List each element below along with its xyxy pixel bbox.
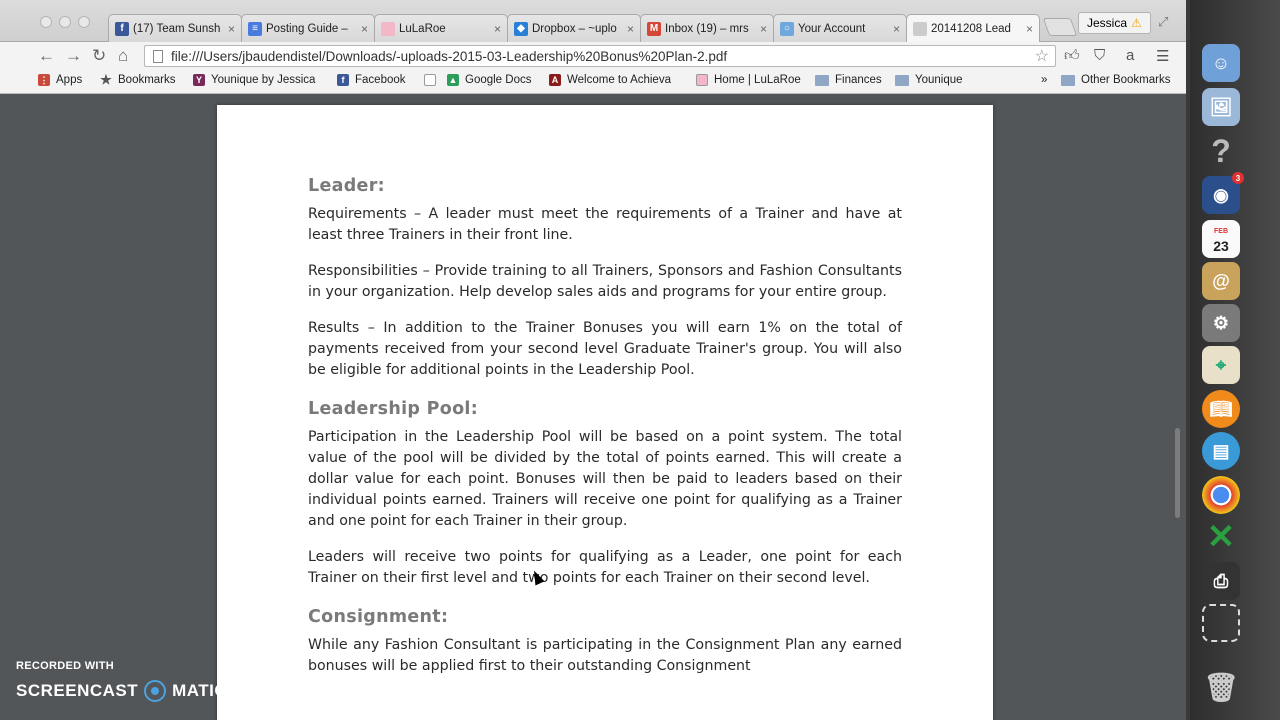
file-icon: [153, 50, 163, 63]
warning-icon: ⚠: [1131, 16, 1142, 30]
profile-name: Jessica: [1087, 16, 1128, 30]
pdf-page: [217, 105, 993, 720]
bookmark-label: Apps: [56, 74, 83, 86]
section-paragraph: Participation in the Leadership Pool will be based on a point system. The total value of the pool will be divided by the total of points earned. This will create a dollar value for each point. Bonuses will then be paid to leaders based on their individual points earned. Trainers will receive one point for qualifying as a Trainer and one point for each Trainer in their group.: [308, 429, 902, 529]
bookmark-label: Bookmarks: [118, 74, 176, 86]
section-heading: Leadership Pool:: [308, 399, 479, 419]
bookmarks-overflow-button[interactable]: »: [1041, 74, 1048, 86]
ibooks-icon[interactable]: 📖︎: [1202, 390, 1240, 428]
calendar-icon[interactable]: [1202, 220, 1240, 258]
preview-icon[interactable]: 🖼︎: [1202, 88, 1240, 126]
facebook-icon: f: [337, 74, 349, 86]
globe-icon: ○: [780, 22, 794, 36]
section-paragraph: While any Fashion Consultant is participating in the Consignment Plan any earned bonuses will be applied first to their outstanding Consignment: [308, 637, 902, 674]
bookmarks-bar: [0, 70, 1186, 94]
bookmark-star-icon[interactable]: ☆: [1034, 48, 1049, 65]
pdf-viewer[interactable]: [0, 95, 1186, 720]
gmail-icon: M: [647, 22, 661, 36]
bookmark-label: Home | LuLaRoe: [714, 74, 801, 86]
calendar-month: FEB: [1214, 228, 1228, 235]
contacts-icon[interactable]: @: [1202, 262, 1240, 300]
page-icon: [913, 22, 927, 36]
tab-3[interactable]: [374, 14, 508, 42]
address-bar[interactable]: [144, 45, 1056, 67]
page-icon: [424, 74, 436, 86]
folder-icon: [815, 75, 829, 86]
tab-close-icon[interactable]: ×: [360, 21, 368, 36]
tab-label: Your Account: [798, 22, 866, 35]
like-icon[interactable]: 👍︎: [1064, 47, 1080, 64]
system-preferences-icon[interactable]: ⚙: [1202, 304, 1240, 342]
printer-icon[interactable]: ⎙: [1202, 562, 1240, 600]
screencast-watermark: [16, 660, 227, 702]
bookmark-item[interactable]: [38, 74, 82, 86]
bookmark-item[interactable]: [337, 74, 406, 86]
section-heading: Leader:: [308, 176, 385, 196]
bookmark-item[interactable]: [895, 74, 963, 86]
document-body: [308, 173, 902, 692]
forward-arrow-icon[interactable]: →: [65, 46, 82, 65]
page-icon: [381, 22, 395, 36]
tab-label: 20141208 Lead: [931, 22, 1011, 35]
tab-close-icon[interactable]: ×: [227, 21, 235, 36]
photo-booth-icon[interactable]: ◉ 3: [1202, 176, 1240, 214]
dropbox-icon: ◆: [514, 22, 528, 36]
tab-close-icon[interactable]: ×: [759, 21, 767, 36]
folder-icon: [895, 75, 909, 86]
doc-icon: ≡: [248, 22, 262, 36]
notification-badge: 3: [1232, 172, 1244, 184]
bookmark-item[interactable]: [100, 74, 176, 86]
bookmark-label: Welcome to Achieva: [567, 74, 671, 86]
screencast-logo: SCREENCAST MATIC: [16, 681, 228, 700]
profile-button[interactable]: [1078, 12, 1151, 34]
tab-label: LuLaRoe: [399, 22, 446, 35]
tab-label: (17) Team Sunsh: [133, 22, 221, 35]
tab-close-icon[interactable]: ×: [892, 21, 900, 36]
page-icon: [696, 74, 708, 86]
finder-icon[interactable]: ☺: [1202, 44, 1240, 82]
google-drive-icon: ▲: [448, 75, 458, 85]
tab-label: Posting Guide –: [266, 22, 348, 35]
bookmark-label: Younique by Jessica: [211, 74, 316, 86]
tab-2[interactable]: [241, 14, 375, 42]
screenshot-icon[interactable]: [1202, 604, 1240, 642]
tab-1[interactable]: [108, 14, 242, 42]
bookmark-item[interactable]: [193, 74, 315, 86]
back-arrow-icon[interactable]: ←: [38, 46, 55, 65]
bookmark-label: Facebook: [355, 74, 406, 86]
bookmark-item[interactable]: [447, 74, 531, 86]
browser-toolbar: [0, 42, 1186, 70]
folder-icon: [1061, 75, 1075, 86]
calendar-day: 23: [1213, 238, 1229, 254]
facebook-icon: f: [115, 22, 129, 36]
menu-icon[interactable]: ☰: [1156, 48, 1170, 65]
close-window-button[interactable]: [40, 16, 52, 28]
tab-label: Inbox (19) – mrs: [665, 22, 749, 35]
recorded-with-label: RECORDED WITH: [16, 660, 115, 672]
bookmark-label: Finances: [835, 74, 882, 86]
chrome-icon[interactable]: [1202, 476, 1240, 514]
maps-icon[interactable]: ⌖: [1202, 346, 1240, 384]
new-tab-button[interactable]: [1043, 18, 1078, 36]
section-paragraph: Results – In addition to the Trainer Bonuses you will earn 1% on the total of payments received from your second level Graduate Trainer's group. You will also be eligible for additional points in the Leadership Pool.: [308, 320, 902, 378]
home-icon[interactable]: ⌂: [118, 46, 129, 65]
trash-icon[interactable]: 🗑︎: [1203, 671, 1239, 703]
minimize-window-button[interactable]: [59, 16, 71, 28]
scrollbar-thumb[interactable]: [1175, 428, 1180, 518]
excel-icon[interactable]: ✕: [1206, 518, 1236, 556]
tab-7[interactable]: [906, 14, 1040, 42]
zoom-window-button[interactable]: [78, 16, 90, 28]
amazon-icon[interactable]: a: [1126, 47, 1135, 64]
tab-close-icon[interactable]: ×: [493, 21, 501, 36]
section-paragraph: Responsibilities – Provide training to all Trainers, Sponsors and Fashion Consultants in your organization. Help develop sales aids and programs for your entire group.: [308, 263, 902, 300]
tab-close-icon[interactable]: ×: [626, 21, 634, 36]
tab-label: Dropbox – ~uplo: [532, 22, 617, 35]
scrollbar[interactable]: [1172, 95, 1182, 720]
bookmark-item[interactable]: [549, 74, 671, 86]
bookmark-item[interactable]: [815, 74, 882, 86]
section-paragraph: Leaders will receive two points for qualifying as a Leader, one point for each Trainer on their first level and two points for each Trainer on their second level.: [308, 549, 902, 586]
tab-close-icon[interactable]: ×: [1025, 21, 1033, 36]
pocket-icon[interactable]: ⛉: [1094, 47, 1106, 64]
tab-strip: [0, 0, 1186, 42]
younique-icon: Y: [193, 74, 205, 86]
address-url: file:///Users/jbaudendistel/Downloads/-uploads-2015-03-Leadership%20Bonus%20Plan-2.pdf: [171, 48, 728, 64]
screencast-dot-icon: [144, 680, 166, 702]
bookmark-item[interactable]: [424, 74, 442, 86]
tab-4[interactable]: [507, 14, 641, 42]
tab-5[interactable]: [640, 14, 774, 42]
bookmark-item[interactable]: [696, 74, 801, 86]
bookmark-label: Younique: [915, 74, 963, 86]
bookmark-label: Google Docs: [465, 74, 532, 86]
apps-grid-icon: ⋮: [39, 74, 49, 85]
achieva-icon: A: [549, 74, 561, 86]
tab-6[interactable]: [773, 14, 907, 42]
section-heading: Consignment:: [308, 607, 449, 627]
dock: [1190, 0, 1280, 720]
reload-icon[interactable]: ↻: [92, 46, 107, 65]
section-paragraph: Requirements – A leader must meet the requirements of a Trainer and have at least three Trainers in their front line.: [308, 206, 902, 243]
star-icon: ★: [100, 72, 112, 87]
question-mark-icon[interactable]: ?: [1211, 132, 1231, 169]
fullscreen-icon[interactable]: ⤢: [1158, 14, 1169, 29]
other-bookmarks-folder[interactable]: [1061, 74, 1170, 86]
printer-utility-icon[interactable]: ▤: [1202, 432, 1240, 470]
other-bookmarks-label: Other Bookmarks: [1081, 74, 1171, 86]
